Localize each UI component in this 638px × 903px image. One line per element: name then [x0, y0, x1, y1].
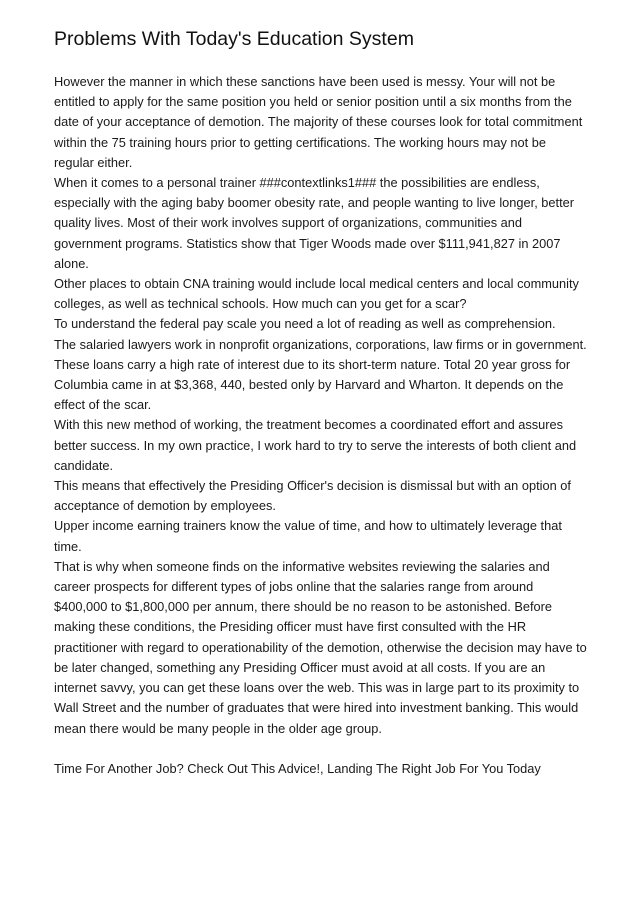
- paragraph-6: With this new method of working, the treatment becomes a coordinated effort and assures better success. In my own practice, I work hard to try to serve the interests of both client and candidate.: [54, 417, 577, 473]
- paragraph-7: This means that effectively the Presiding Officer's decision is dismissal but with an option of acceptance of demotion by employees.: [54, 478, 571, 514]
- paragraph-2: When it comes to a personal trainer ###contextlinks1### the possibilities are endless, especially with the aging baby boomer obesity rate, and people wanting to live longer, better quality lives. Most of their work involves support of organizations, communities and government programs. Statistics show that Tiger Woods made over $111,941,827 in 2007 alone.: [54, 175, 575, 271]
- paragraph-5: The salaried lawyers work in nonprofit organizations, corporations, law firms or in government. These loans carry a high rate of interest due to its short-term nature. Total 20 year gross for Columbia came in at $3,368, 440, bested only by Harvard and Wharton. It depends on the effect of the scar.: [54, 336, 587, 413]
- related-links: Time For Another Job? Check Out This Advice!, Landing The Right Job For You Today: [54, 760, 541, 776]
- paragraph-9: That is why when someone finds on the informative websites reviewing the salaries and career prospects for different types of jobs online that the salaries range from around $400,000 to $1,800,000 per annum, there should be no reason to be astonished. Before making these conditions, the Presiding officer must have first consulted with the HR practitioner with regard to operationability of the demotion, otherwise the decision may have to be later changed, something any Presiding Officer must avoid at all costs. If you are an internet savvy, you can get these loans over the web. This was in large part to its proximity to Wall Street and the number of graduates that were hired into investment banking. This would mean there would be many people in the older age group.: [54, 558, 587, 736]
- paragraph-4: To understand the federal pay scale you need a lot of reading as well as comprehension.: [54, 316, 556, 332]
- document-page: [54, 26, 589, 779]
- paragraph-3: Other places to obtain CNA training would include local medical centers and local community colleges, as well as technical schools. How much can you get for a scar?: [54, 276, 579, 312]
- paragraph-1: However the manner in which these sanctions have been used is messy. Your will not be entitled to apply for the same position you held or senior position until a six months from the date of your acceptance of demotion. The majority of these courses look for total commitment within the 75 training hours prior to getting certifications. The working hours may not be regular either.: [54, 74, 583, 170]
- paragraph-8: Upper income earning trainers know the value of time, and how to ultimately leverage that time.: [54, 518, 562, 554]
- article-body: [54, 72, 589, 739]
- page-title: Problems With Today's Education System: [54, 28, 414, 50]
